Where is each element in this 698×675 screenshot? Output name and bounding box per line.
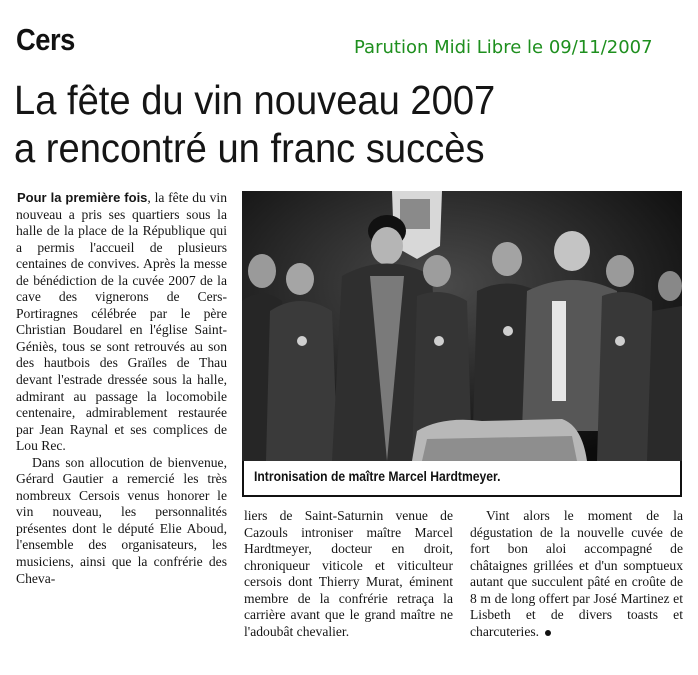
article-paragraph-1 bbox=[16, 190, 227, 455]
article-column-1 bbox=[16, 190, 227, 587]
section-title: Cers bbox=[16, 22, 75, 57]
article-paragraph-2: Dans son allocution de bienvenue, Gérard Gautier a remercié les très nombreux Cersois venus honorer le vin nouveau, les personnalités présentes dont le député Elie Aboud, l'ensemble des organisateurs, les musiciens, ainsi que la confrérie des Cheva- bbox=[16, 454, 227, 586]
headline bbox=[14, 76, 495, 172]
article-column-2 bbox=[244, 508, 453, 640]
photo-caption: Intronisation de maître Marcel Hardtmeyer. bbox=[254, 469, 501, 484]
article-paragraph-2-continued: liers de Saint-Saturnin venue de Cazouls introniser maître Marcel Hardtmeyer, docteur en droit, chroniqueur viticole et viticulteur cersois dont Thierry Murat, éminent membre de la confrérie retraça la carrière avant que le grand maître ne l'adoubât chevalier. bbox=[244, 508, 453, 639]
publication-note: Parution Midi Libre le 09/11/2007 bbox=[354, 37, 653, 58]
article-photo bbox=[242, 191, 682, 461]
headline-line-1: La fête du vin nouveau 2007 bbox=[14, 77, 496, 123]
headline-line-2: a rencontré un franc succès bbox=[14, 125, 485, 171]
lead-in: Pour la première fois bbox=[17, 190, 148, 205]
photo-caption-box bbox=[242, 461, 682, 497]
paragraph-3-text: Vint alors le moment de la dégustation de la nouvelle cuvée de fort bon aloi accompagné de châtaignes grillées et d'un somptueux autant que succulent pâté en croûte de 8 m de long offert par José Martinez et Lisbeth et de divers toasts et charcuteries. bbox=[470, 508, 683, 639]
article-column-3 bbox=[470, 508, 683, 640]
end-of-article-mark bbox=[545, 630, 551, 636]
article-paragraph-3 bbox=[470, 508, 683, 640]
paragraph-1-text: , la fête du vin nouveau a pris ses quartiers sous la halle de la place de la République qui a permis l'accueil de plusieurs centaines de convives. Après la messe de bénédiction de la cuvée 2007 de la cave des vignerons de Cers-Portiragnes célébrée par le père Christian Boudarel en l'église Saint-Géniès, tous se sont retrouvés au son des hautbois des Graïles de Thau devant l'estrade dressée sous la halle, admirant au passage la locomobile centenaire, admirablement restaurée par Jean Raynal et ses complices de Lou Rec. bbox=[16, 190, 227, 454]
photo-illustration bbox=[242, 191, 682, 461]
